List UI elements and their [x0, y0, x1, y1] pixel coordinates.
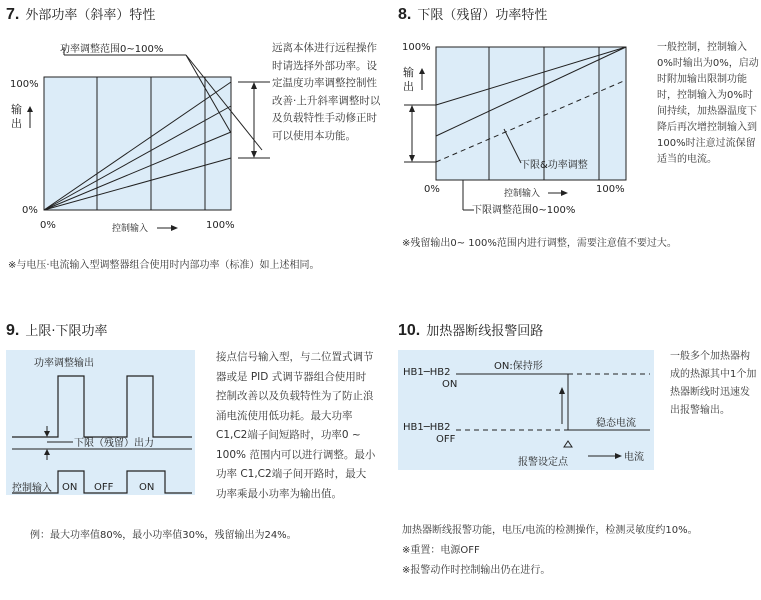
diagram-background	[6, 350, 195, 495]
x-axis-label: 控制输入	[504, 189, 541, 199]
x-axis-end-label: 100%	[206, 220, 235, 231]
label-hb-on-1: HB1─HB2	[403, 367, 451, 378]
section-8-footnote: ※残留输出0~ 100%范围内进行调整，需要注意值不要过大。	[402, 238, 677, 249]
label-steady-current: 稳态电流	[596, 418, 636, 429]
label-hb-off-2: OFF	[436, 434, 456, 445]
label-power-output: 功率调整输出	[34, 358, 94, 369]
section-7-description: 远离本体进行远程操作时请选择外部功率。设定温度功率调整控制性改善·上升斜率调整时以及负载特性手动修正时可以使用本功能。	[272, 42, 381, 142]
section-10-note-3: ※报警动作时控制输出仍在进行。	[402, 565, 551, 576]
section-8-number: 8.	[398, 6, 412, 23]
section-9-heading: 上限·下限功率	[25, 324, 108, 339]
section-10-note-1: 加热器断线报警功能，电压/电流的检测操作，检测灵敏度约10%。	[402, 525, 698, 536]
section-10-note-2: ※重置：电源OFF	[402, 545, 480, 556]
label-current: 电流	[624, 452, 644, 463]
section-9-example: 例：最大功率值80%，最小功率值30%，残留输出为24%。	[30, 530, 297, 541]
section-8-description: 一般控制，控制输入0%时输出为0%，启动时附加输出限制功能时，控制输入为0%时间持续，加热器温度下降后再次增控制输入到100%时注意过流保留适当的电流。	[657, 42, 759, 165]
section-9-description: 接点信号输入型，与二位置式调节器或是 PID 式调节器组合使用时控制改善以及负载特性为了防止浪涌电流使用低功耗。最大功率C1,C2端子间短路时，功率0 ~ 100% 范围内可以进行调整。最小功率 C1,C2端子间开路时，最大功率乘最小功率为输出值。	[216, 351, 376, 500]
section-7-title	[6, 4, 155, 24]
section-10-heading: 加热器断线报警回路	[426, 324, 544, 339]
annotation-lower-and-power: 下限&功率调整	[520, 160, 588, 171]
y-axis-label-2: 出	[403, 80, 414, 93]
pulse-off: OFF	[94, 482, 114, 493]
label-lower-output: 下限（残留）出力	[74, 438, 154, 449]
label-hold-type: ON:保持形	[494, 361, 543, 372]
label-alarm-setpoint: 报警设定点	[518, 457, 568, 468]
y-axis-top-label: 100%	[402, 42, 431, 53]
section-10-description: 一般多个加热器构成的热源其中1个加热器断线时迅速发出报警输出。	[670, 351, 757, 416]
y-axis-zero-label: 0%	[22, 205, 38, 216]
x-axis-end-label: 100%	[596, 184, 625, 195]
label-hb-off-1: HB1─HB2	[403, 422, 451, 433]
section-10-number: 10.	[398, 322, 421, 339]
y-axis-label-1: 输	[403, 66, 414, 79]
y-axis-label-2: 出	[11, 117, 22, 130]
y-axis-top-label: 100%	[10, 79, 39, 90]
section-7-footnote: ※与电压·电流输入型调整器组合使用时内部功率（标准）如上述相同。	[8, 260, 320, 271]
chart-lower-limit-power	[396, 30, 656, 220]
x-axis-start-label: 0%	[40, 220, 56, 231]
pulse-on-1: ON	[62, 482, 78, 493]
x-axis-start-label: 0%	[424, 184, 440, 195]
section-10-title	[398, 320, 543, 340]
chart-upper-lower-power	[6, 350, 196, 500]
label-hb-on-2: ON	[442, 379, 458, 390]
label-control-input: 控制输入	[12, 483, 52, 494]
section-9-number: 9.	[6, 322, 20, 339]
section-8-heading: 下限（残留）功率特性	[417, 8, 548, 23]
section-7-number: 7.	[6, 6, 20, 23]
y-axis-label-1: 输	[11, 103, 22, 116]
section-7-heading: 外部功率（斜率）特性	[25, 8, 156, 23]
x-axis-label: 控制输入	[112, 224, 149, 234]
chart-external-power	[0, 30, 275, 240]
annotation-power-range: 功率调整范围0~100%	[60, 44, 164, 55]
section-9-title	[6, 320, 107, 340]
section-8-title	[398, 4, 547, 24]
pulse-on-2: ON	[139, 482, 155, 493]
annotation-lower-range: 下限调整范围0~100%	[472, 205, 576, 216]
chart-heater-break-alarm	[398, 350, 658, 475]
